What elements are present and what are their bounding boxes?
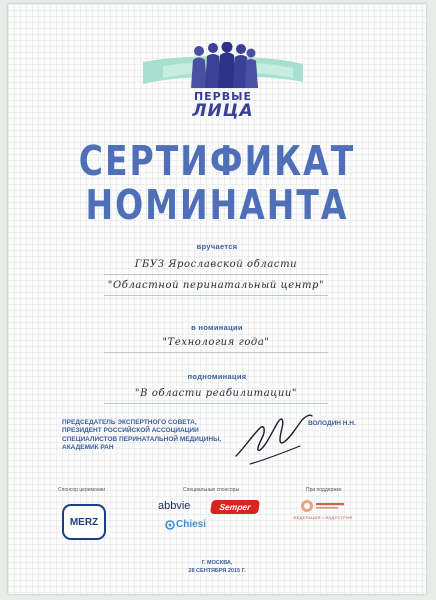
certificate — [8, 4, 426, 594]
logo-text-top: ПЕРВЫЕ — [193, 90, 253, 103]
certificate-subtitle: НОМИНАНТА — [85, 180, 349, 229]
abbvie-logo: abbvie — [158, 500, 191, 512]
chairman-name: ВОЛОДИН Н.Н. — [308, 420, 356, 427]
signature — [230, 406, 314, 470]
nomination-label: в номинации — [191, 323, 243, 332]
special-sponsors-label: Специальные спонсоры — [183, 487, 240, 493]
nomination-value: "Технология года" — [162, 337, 270, 348]
support-caption: ФЕДЕРАЦИЯ • ИНДУСТРИЯ — [293, 516, 353, 520]
subnomination-value: "В области реабилитации" — [134, 388, 298, 399]
chairman-title — [62, 419, 252, 453]
awarded-label: вручается — [196, 242, 238, 251]
subnomination-underline — [104, 403, 328, 404]
chairman-title-line: СПЕЦИАЛИСТОВ ПЕРИНАТАЛЬНОЙ МЕДИЦИНЫ, — [62, 435, 222, 443]
chiesi-mark-icon — [165, 520, 175, 530]
recipient-line-1: ГБУЗ Ярославской области — [134, 259, 298, 270]
recipient-underline-2 — [104, 295, 328, 296]
certificate-title: СЕРТИФИКАТ — [78, 136, 356, 185]
recipient-line-2: "Областной перинатальный центр" — [107, 280, 325, 291]
support-label: При поддержке — [306, 487, 342, 493]
chairman-title-line: ПРЕЗИДЕНТ РОССИЙСКОЙ АССОЦИАЦИИ — [62, 427, 199, 435]
people-group-icon — [183, 42, 263, 88]
support-logo-icon — [300, 499, 346, 513]
subnomination-label: подноминация — [187, 372, 247, 381]
place: Г. МОСКВА, — [201, 560, 233, 566]
merz-logo — [62, 504, 106, 540]
merz-logo-text: MERZ — [69, 516, 99, 528]
chiesi-logo: Chiesi — [176, 519, 207, 530]
semper-logo-text: Semper — [218, 502, 252, 512]
semper-logo — [210, 500, 260, 514]
nomination-underline — [104, 352, 328, 353]
recipient-underline-1 — [104, 274, 328, 275]
date: 28 СЕНТЯБРЯ 2015 Г. — [188, 568, 246, 574]
chairman-title-line: АКАДЕМИК РАН — [62, 444, 114, 452]
ceremony-sponsor-label: Спонсор церемонии — [58, 487, 106, 493]
logo-text-bottom: ЛИЦА — [192, 101, 254, 121]
chairman-title-line: ПРЕДСЕДАТЕЛЬ ЭКСПЕРТНОГО СОВЕТА, — [62, 419, 197, 426]
